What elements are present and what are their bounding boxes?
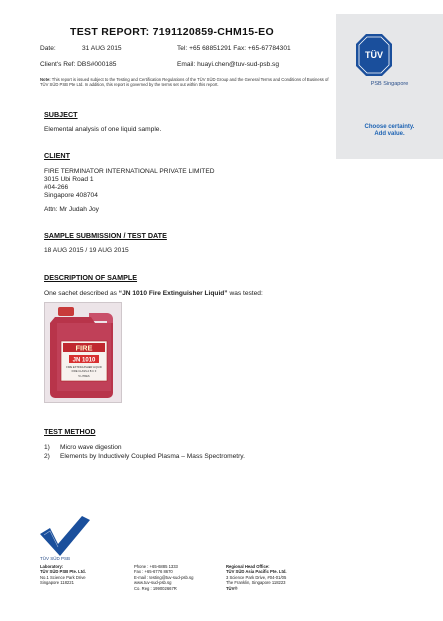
- terms-note: [40, 77, 336, 87]
- subject-heading: SUBJECT: [44, 110, 78, 119]
- description-heading: DESCRIPTION OF SAMPLE: [44, 273, 138, 282]
- method-number: 1): [44, 444, 50, 451]
- note-text: This report is issued subject to the Testing and Certification Regulations of the TÜV SÜD Group and the General Terms and Conditions of Business of TÜV SÜD PSB Pte Ltd. In addition, this report is governed by the terms set out within this report.: [40, 77, 329, 87]
- footer-logo-text: TÜV SÜD PSB: [40, 556, 71, 561]
- bottle-cap: [58, 307, 74, 316]
- product-photo: [44, 302, 122, 403]
- client-ref: Client's Ref: DBS#000185: [40, 61, 117, 68]
- client-heading: CLIENT: [44, 151, 70, 160]
- tagline-line-2: Add value.: [374, 131, 405, 137]
- footer-line: No.1 Science Park Drive: [40, 574, 86, 580]
- tagline-line-1: Choose certainty.: [364, 124, 415, 130]
- tuv-octagon-logo-icon: [356, 34, 392, 76]
- description-suffix: was tested:: [227, 290, 263, 297]
- footer-laboratory: [40, 564, 86, 586]
- method-text: Elements by Inductively Coupled Plasma – Mass Spectrometry.: [60, 453, 245, 460]
- date-value: 31 AUG 2015: [82, 45, 122, 52]
- subject-text: Elemental analysis of one liquid sample.: [44, 126, 162, 133]
- tel-fax: Tel: +65 68851291 Fax: +65-67784301: [177, 45, 291, 52]
- footer-line: Co. Reg : 199002667R: [134, 585, 177, 591]
- footer-line[interactable]: E-mail : testing@tuv-sud-psb.sg: [134, 574, 194, 580]
- client-attn: Attn: Mr Judah Joy: [44, 206, 99, 213]
- label-line: 5 LITRES: [78, 375, 90, 378]
- tagline: [336, 124, 443, 138]
- label-line: FIRE EXTINGUISHER LIQUID: [66, 366, 102, 369]
- footer-line: 3 Science Park Drive, #04-01/05: [226, 574, 287, 580]
- submission-heading: SAMPLE SUBMISSION / TEST DATE: [44, 231, 167, 240]
- footer-line: TÜV SÜD PSB Pte. Ltd.: [40, 569, 86, 575]
- label-line: FIRE CLASS A B C F: [71, 370, 97, 373]
- footer-line: Regional Head Office:: [226, 564, 270, 569]
- footer-line[interactable]: www.tuv-sud-psb.sg: [134, 580, 172, 586]
- method-item: [44, 453, 245, 462]
- method-number: 2): [44, 453, 50, 460]
- date-label: Date:: [40, 45, 56, 52]
- footer-line: Singapore 118221: [40, 580, 74, 586]
- brand-sidebar: [336, 14, 443, 159]
- client-address-line: #04-266: [44, 184, 69, 191]
- product-name: “JN 1010 Fire Extinguisher Liquid”: [118, 290, 228, 297]
- tuv-logo-text: TÜV: [365, 50, 383, 60]
- label-product-name: JN 1010: [72, 357, 96, 364]
- method-item: [44, 444, 122, 453]
- label-brand: FIRE: [75, 343, 93, 353]
- logo-subtitle: PSB Singapore: [370, 81, 409, 87]
- description-text: [44, 290, 263, 299]
- tuv-checkmark-logo-icon: [40, 516, 90, 558]
- footer-regional-office: [226, 564, 287, 591]
- client-address-line: Singapore 408704: [44, 192, 98, 199]
- method-text: Micro wave digestion: [60, 444, 122, 451]
- client-address-line: 3015 Ubi Road 1: [44, 176, 94, 183]
- method-heading: TEST METHOD: [44, 427, 96, 436]
- contact-email[interactable]: Email: huayi.chen@tuv-sud-psb.sg: [177, 61, 279, 68]
- footer-line: Laboratory:: [40, 564, 64, 569]
- report-title: TEST REPORT: 7191120859-CHM15-EO: [70, 26, 274, 38]
- product-bottle-image: [45, 303, 121, 402]
- footer-line: TÜV®: [226, 585, 238, 591]
- note-label: Note:: [40, 77, 51, 82]
- footer-line: Fax : +65-6776 8670: [134, 569, 173, 575]
- footer-line: TÜV SÜD Asia Pacific Pte. Ltd.: [226, 569, 287, 575]
- footer-line: The Franklin, Singapore 118223: [226, 580, 286, 586]
- footer-line: Phone : +65-6885 1333: [134, 564, 178, 569]
- description-prefix: One sachet described as: [44, 290, 119, 297]
- client-address-line: FIRE TERMINATOR INTERNATIONAL PRIVATE LIMITED: [44, 168, 215, 175]
- submission-dates: 18 AUG 2015 / 19 AUG 2015: [44, 247, 129, 254]
- footer-contact: [134, 564, 193, 591]
